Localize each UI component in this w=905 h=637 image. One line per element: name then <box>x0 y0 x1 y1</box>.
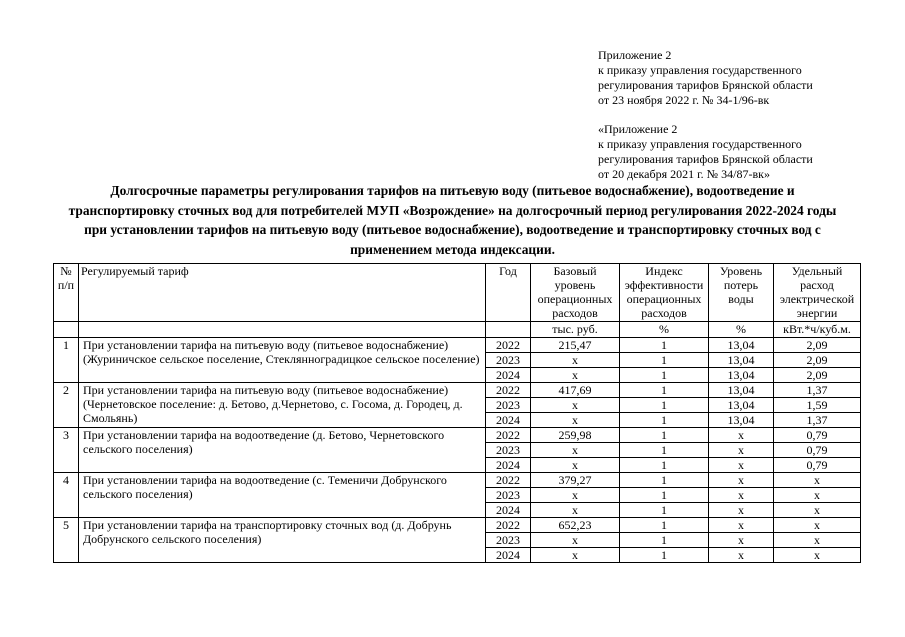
appendix-note-previous <box>598 122 813 182</box>
cell-index: 1 <box>620 548 709 563</box>
cell-year: 2023 <box>486 533 531 548</box>
cell-loss: x <box>709 473 774 488</box>
cell-elec: 2,09 <box>774 353 861 368</box>
cell-loss: 13,04 <box>709 383 774 398</box>
cell-index: 1 <box>620 518 709 533</box>
cell-base: x <box>531 368 620 383</box>
cell-year: 2023 <box>486 398 531 413</box>
cell-year: 2024 <box>486 368 531 383</box>
unit-electricity: кВт.*ч/куб.м. <box>774 322 861 338</box>
unit-base-opex: тыс. руб. <box>531 322 620 338</box>
group-number: 3 <box>54 428 79 473</box>
cell-year: 2023 <box>486 443 531 458</box>
table-body <box>54 338 861 563</box>
cell-loss: x <box>709 443 774 458</box>
group-number: 5 <box>54 518 79 563</box>
cell-base: x <box>531 458 620 473</box>
cell-index: 1 <box>620 458 709 473</box>
appendix-line: от 23 ноября 2022 г. № 34-1/96-вк <box>598 93 770 107</box>
cell-loss: 13,04 <box>709 398 774 413</box>
cell-elec: 1,59 <box>774 398 861 413</box>
cell-elec: x <box>774 473 861 488</box>
cell-elec: x <box>774 488 861 503</box>
header-efficiency-index: Индекс эффективности операционных расходов <box>620 264 709 322</box>
group-number: 1 <box>54 338 79 383</box>
cell-loss: 13,04 <box>709 413 774 428</box>
table-row <box>54 428 861 443</box>
tariff-parameters-table <box>53 263 861 563</box>
cell-year: 2024 <box>486 503 531 518</box>
cell-base: 215,47 <box>531 338 620 353</box>
cell-elec: 2,09 <box>774 338 861 353</box>
units-tariff-empty <box>79 322 486 338</box>
title-line: применением метода индексации. <box>350 241 555 257</box>
header-base-opex: Базовый уровень операционных расходов <box>531 264 620 322</box>
cell-elec: x <box>774 518 861 533</box>
group-number: 2 <box>54 383 79 428</box>
cell-index: 1 <box>620 413 709 428</box>
tariff-description: При установлении тарифа на водоотведение (д. Бетово, Чернетовского сельского поселения) <box>79 428 486 473</box>
appendix-line: к приказу управления государственного <box>598 63 802 77</box>
cell-base: x <box>531 413 620 428</box>
table-row <box>54 518 861 533</box>
cell-index: 1 <box>620 428 709 443</box>
cell-base: x <box>531 503 620 518</box>
appendix-line: «Приложение 2 <box>598 122 678 136</box>
cell-index: 1 <box>620 383 709 398</box>
title-line: при установлении тарифов на питьевую воду (питьевое водоснабжение), водоотведение и транспортировку сточных вод с <box>84 222 821 237</box>
table-row <box>54 338 861 353</box>
tariff-description: При установлении тарифа на питьевую воду (питьевое водоснабжение) (Журиничское сельское поселение, Стеклянноградицкое сельское поселение) <box>79 338 486 383</box>
cell-year: 2022 <box>486 428 531 443</box>
cell-index: 1 <box>620 368 709 383</box>
table-row <box>54 473 861 488</box>
cell-year: 2024 <box>486 458 531 473</box>
cell-elec: 0,79 <box>774 428 861 443</box>
cell-base: 259,98 <box>531 428 620 443</box>
header-electricity: Удельный расход электрической энергии <box>774 264 861 322</box>
cell-loss: x <box>709 518 774 533</box>
cell-year: 2022 <box>486 383 531 398</box>
cell-loss: x <box>709 488 774 503</box>
cell-base: 652,23 <box>531 518 620 533</box>
appendix-line: от 20 декабря 2021 г. № 34/87-вк» <box>598 167 770 181</box>
unit-efficiency-index: % <box>620 322 709 338</box>
cell-elec: 0,79 <box>774 458 861 473</box>
cell-base: x <box>531 488 620 503</box>
units-year-empty <box>486 322 531 338</box>
cell-base: 417,69 <box>531 383 620 398</box>
cell-index: 1 <box>620 488 709 503</box>
tariff-description: При установлении тарифа на водоотведение (с. Теменичи Добрунского сельского поселения) <box>79 473 486 518</box>
cell-index: 1 <box>620 473 709 488</box>
cell-year: 2023 <box>486 488 531 503</box>
cell-elec: 1,37 <box>774 383 861 398</box>
title-line: Долгосрочные параметры регулирования тарифов на питьевую воду (питьевое водоснабжение), водоотведение и <box>110 183 795 198</box>
cell-index: 1 <box>620 398 709 413</box>
unit-water-loss: % <box>709 322 774 338</box>
cell-index: 1 <box>620 353 709 368</box>
cell-index: 1 <box>620 533 709 548</box>
appendix-line: Приложение 2 <box>598 48 672 62</box>
cell-year: 2024 <box>486 548 531 563</box>
cell-loss: x <box>709 533 774 548</box>
cell-loss: x <box>709 503 774 518</box>
cell-elec: 2,09 <box>774 368 861 383</box>
cell-year: 2022 <box>486 518 531 533</box>
tariff-description: При установлении тарифа на питьевую воду (питьевое водоснабжение) (Чернетовское поселение: д. Бетово, д.Чернетово, с. Госома, д. Городец, д. Смольянь) <box>79 383 486 428</box>
appendix-line: к приказу управления государственного <box>598 137 802 151</box>
cell-year: 2022 <box>486 473 531 488</box>
cell-year: 2022 <box>486 338 531 353</box>
header-year: Год <box>486 264 531 322</box>
cell-year: 2023 <box>486 353 531 368</box>
units-num-empty <box>54 322 79 338</box>
group-number: 4 <box>54 473 79 518</box>
title-line: транспортировку сточных вод для потребителей МУП «Возрождение» на долгосрочный период регулирования 2022-2024 годы <box>68 202 837 218</box>
tariff-description: При установлении тарифа на транспортировку сточных вод (д. Добрунь Добрунского сельского поселения) <box>79 518 486 563</box>
cell-index: 1 <box>620 443 709 458</box>
cell-loss: 13,04 <box>709 368 774 383</box>
header-num: № п/п <box>54 264 79 322</box>
cell-base: x <box>531 548 620 563</box>
table-row <box>54 383 861 398</box>
cell-loss: 13,04 <box>709 353 774 368</box>
cell-year: 2024 <box>486 413 531 428</box>
cell-index: 1 <box>620 338 709 353</box>
cell-elec: 1,37 <box>774 413 861 428</box>
appendix-note-current <box>598 48 813 108</box>
cell-base: 379,27 <box>531 473 620 488</box>
cell-index: 1 <box>620 503 709 518</box>
cell-loss: x <box>709 428 774 443</box>
cell-base: x <box>531 398 620 413</box>
document-title <box>40 181 865 259</box>
appendix-line: регулирования тарифов Брянской области <box>598 78 813 92</box>
cell-elec: x <box>774 548 861 563</box>
header-tariff: Регулируемый тариф <box>79 264 486 322</box>
cell-elec: 0,79 <box>774 443 861 458</box>
cell-base: x <box>531 353 620 368</box>
cell-base: x <box>531 443 620 458</box>
cell-loss: x <box>709 458 774 473</box>
cell-base: x <box>531 533 620 548</box>
header-water-loss: Уровень потерь воды <box>709 264 774 322</box>
cell-elec: x <box>774 533 861 548</box>
cell-loss: 13,04 <box>709 338 774 353</box>
cell-elec: x <box>774 503 861 518</box>
appendix-line: регулирования тарифов Брянской области <box>598 152 813 166</box>
cell-loss: x <box>709 548 774 563</box>
